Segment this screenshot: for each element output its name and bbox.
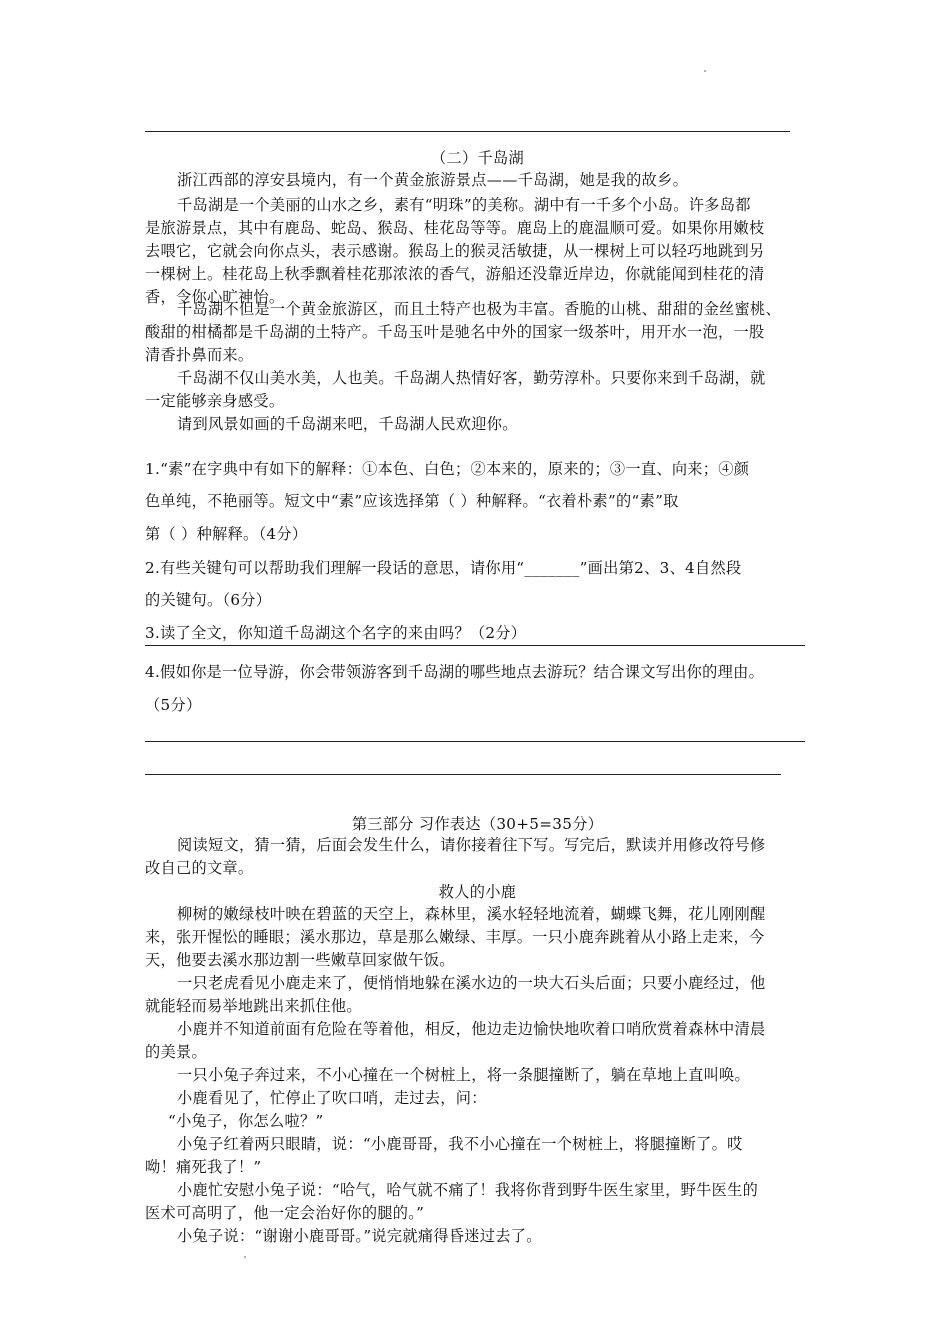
paragraph-1-line: 浙江西部的淳安县境内，有一个黄金旅游景点——千岛湖，她是我的故乡。 (177, 171, 689, 189)
speck (704, 70, 706, 72)
question-4: （5分） (145, 696, 202, 714)
question-1: 色单纯，不艳丽等。短文中“素”应该选择第（ ）种解释。“衣着朴素”的“素”取 (145, 492, 679, 510)
question-2: 2.有些关键句可以帮助我们理解一段话的意思，请你用“_______”画出第2、3、4自然段 (145, 559, 742, 577)
story-line: 一只老虎看见小鹿走来了，便悄悄地躲在溪水边的一块大石头后面；只要小鹿经过，他 (177, 974, 766, 992)
question-1: 第（ ）种解释。（4分） (145, 525, 308, 543)
story-line: 就能轻而易举地跳出来抓住他。 (145, 997, 362, 1015)
story-line: 小鹿忙安慰小兔子说：“哈气，哈气就不痛了！我将你背到野牛医生家里，野牛医生的 (177, 1181, 759, 1199)
paragraph-2-line: 香，令你心旷神怡。 (145, 288, 285, 306)
instruction-line: 阅读短文，猜一猜，后面会发生什么，请你接着往下写。写完后，默读并用修改符号修 (177, 836, 766, 854)
paragraph-2-line: 千岛湖是一个美丽的山水之乡，素有“明珠”的美称。湖中有一千多个小岛。许多岛都 (177, 196, 751, 214)
story-line: 天，他要去溪水那边割一些嫩草回家做午饭。 (145, 951, 455, 969)
paragraph-3-line: 酸甜的柑橘都是千岛湖的土特产。千岛玉叶是驰名中外的国家一级茶叶，用开水一泡，一股 (145, 323, 765, 341)
question-1: 1.“素”在字典中有如下的解释：①本色、白色；②本来的，原来的；③一直、向来；④颜 (145, 460, 750, 478)
paragraph-2-line: 是旅游景点，其中有鹿岛、蛇岛、猴岛、桂花岛等等。鹿岛上的鹿温顺可爱。如果你用嫩枝 (145, 219, 765, 237)
paragraph-2-line: 去喂它，它就会向你点头，表示感谢。猴岛上的猴灵活敏捷，从一棵树上可以轻巧地跳到另 (145, 242, 765, 260)
paragraph-3-line: 清香扑鼻而来。 (145, 346, 254, 364)
story-line: “小兔子，你怎么啦？” (168, 1112, 324, 1130)
story-line: 小兔子红着两只眼睛，说：“小鹿哥哥，我不小心撞在一个树桩上，将腿撞断了。哎 (177, 1135, 743, 1153)
story-line: 呦！痛死我了！” (145, 1158, 262, 1176)
answer-line-q4[interactable] (145, 774, 781, 775)
speck (244, 1256, 246, 1258)
story-title: 救人的小鹿 (438, 883, 517, 901)
story-line: 医术可高明了，他一定会治好你的腿的。” (145, 1204, 425, 1222)
answer-line-q4[interactable] (145, 741, 805, 742)
story-line: 柳树的嫩绿枝叶映在碧蓝的天空上，森林里，溪水轻轻地流着，蝴蝶飞舞，花儿刚刚醒 (177, 905, 766, 923)
story-line: 小鹿看见了，忙停止了吹口哨，走过去，问： (177, 1089, 487, 1107)
question-3: 3.读了全文，你知道千岛湖这个名字的来由吗？（2分） (145, 624, 527, 642)
answer-line-q3[interactable] (145, 645, 805, 646)
section-title: （二）千岛湖 (431, 149, 524, 167)
instruction-line: 改自己的文章。 (145, 859, 254, 877)
question-2: 的关键句。（6分） (145, 591, 272, 609)
story-line: 来，张开惺忪的睡眼；溪水那边，草是那么嫩绿、丰厚。一只小鹿奔跳着从小路上走来，今 (145, 928, 765, 946)
paragraph-2-line: 一棵树上。桂花岛上秋季飘着桂花那浓浓的香气，游船还没靠近岸边，你就能闻到桂花的清 (145, 265, 765, 283)
paragraph-3-line: 千岛湖不但是一个黄金旅游区，而且土特产也极为丰富。香脆的山桃、甜甜的金丝蜜桃、 (177, 300, 782, 318)
top-divider (145, 131, 790, 132)
question-4: 4.假如你是一位导游，你会带领游客到千岛湖的哪些地点去游玩？结合课文写出你的理由。 (145, 663, 765, 681)
paragraph-4-line: 千岛湖不仅山美水美，人也美。千岛湖人热情好客，勤劳淳朴。只要你来到千岛湖，就 (177, 369, 766, 387)
story-line: 的美景。 (145, 1043, 207, 1061)
paragraph-5-line: 请到风景如画的千岛湖来吧，千岛湖人民欢迎你。 (177, 415, 518, 433)
story-line: 一只小兔子奔过来，不小心撞在一个树桩上，将一条腿撞断了，躺在草地上直叫唤。 (177, 1066, 751, 1084)
paragraph-4-line: 一定能够亲身感受。 (145, 392, 285, 410)
section-3-heading: 第三部分 习作表达（30+5=35分） (351, 815, 604, 833)
story-line: 小鹿并不知道前面有危险在等着他，相反，他边走边愉快地吹着口哨欣赏着森林中清晨 (177, 1020, 766, 1038)
story-line: 小兔子说：“谢谢小鹿哥哥。”说完就痛得昏迷过去了。 (177, 1227, 542, 1245)
